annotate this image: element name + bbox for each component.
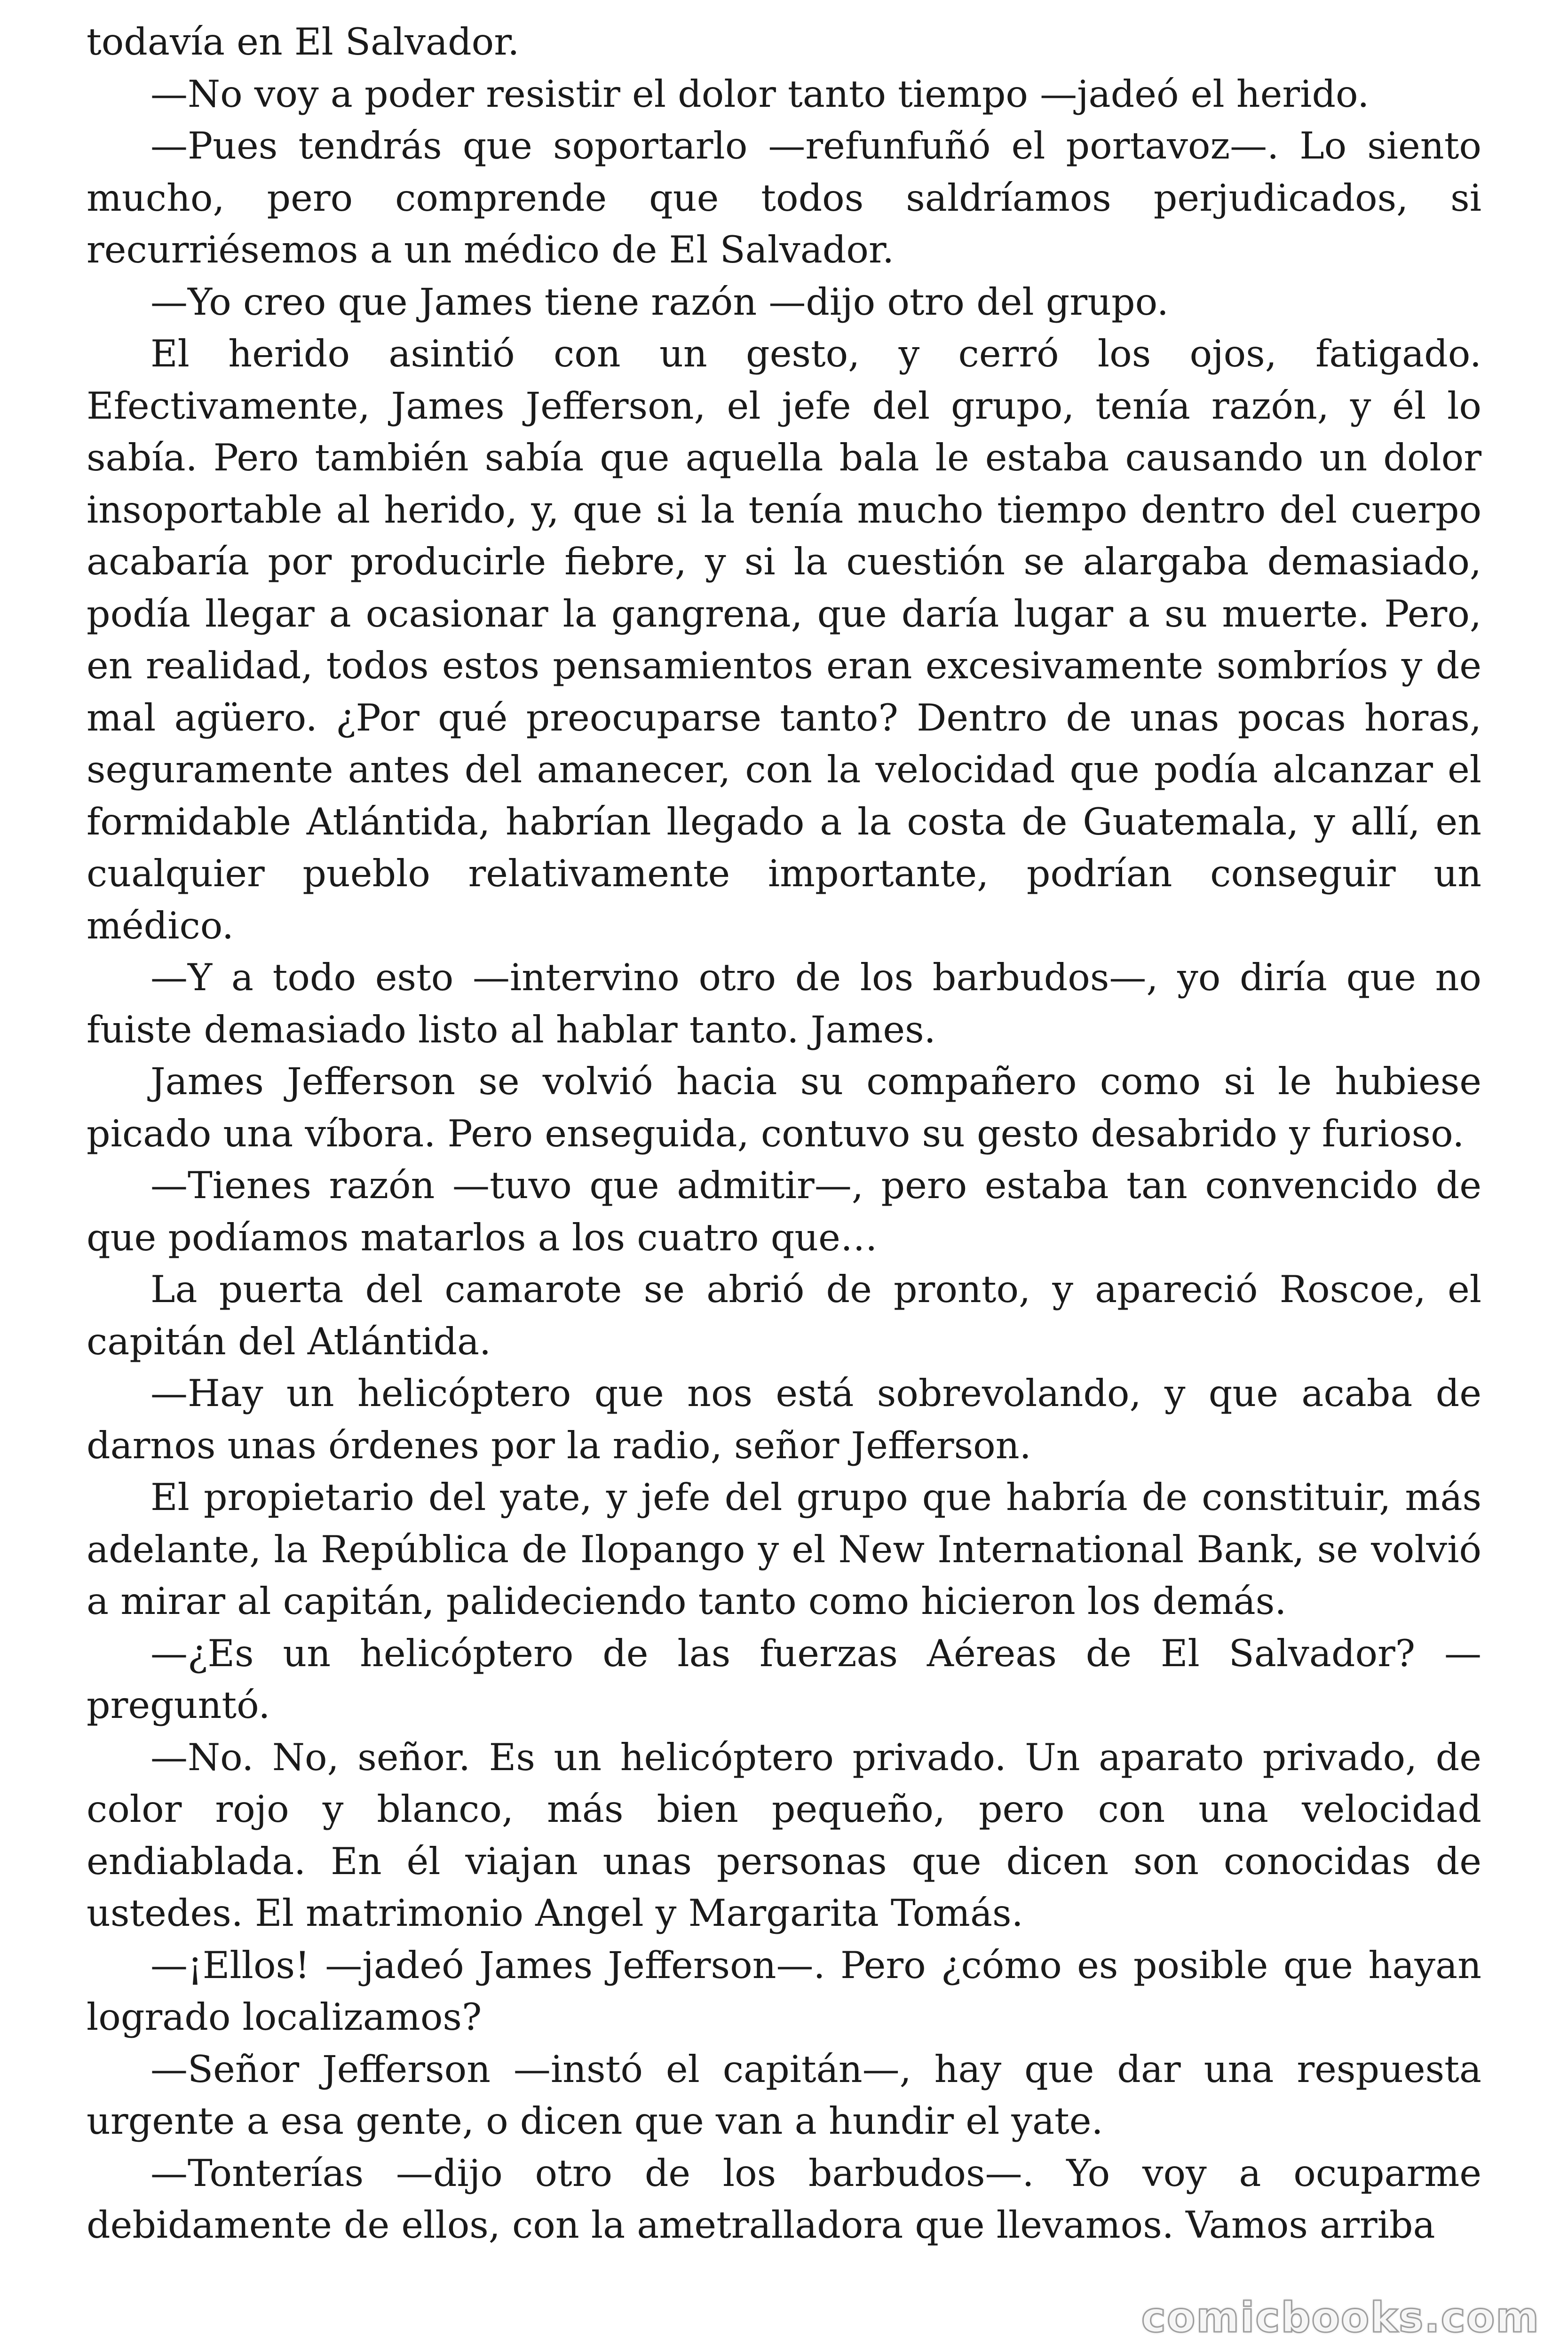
paragraph: —No voy a poder resistir el dolor tanto tiempo —jadeó el herido.: [150, 72, 1370, 116]
paragraph: El propietario del yate, y jefe del grupo que habría de constituir, más adelante, la República de Ilopango y el New International Bank, se volvió a mirar al capitán, palideciendo tanto como hicieron los demás.: [87, 1476, 1481, 1623]
paragraph: —Hay un helicóptero que nos está sobrevolando, y que acaba de darnos unas órdenes por la radio, señor Jefferson.: [87, 1372, 1481, 1467]
paragraph: —Tienes razón —tuvo que admitir—, pero estaba tan convencido de que podíamos matarlos a los cuatro que…: [87, 1164, 1481, 1259]
paragraph: —Y a todo esto —intervino otro de los barbudos—, yo diría que no fuiste demasiado listo al hablar tanto. James.: [87, 956, 1481, 1051]
paragraph: —Señor Jefferson —instó el capitán—, hay que dar una respuesta urgente a esa gente, o dicen que van a hundir el yate.: [87, 2047, 1481, 2143]
page-text-body: [87, 16, 1481, 2251]
paragraph: —Pues tendrás que soportarlo —refunfuñó el portavoz—. Lo siento mucho, pero comprende que todos saldríamos perjudicados, si recurriésemos a un médico de El Salvador.: [87, 124, 1481, 271]
paragraph: —¿Es un helicóptero de las fuerzas Aéreas de El Salvador? —preguntó.: [87, 1631, 1481, 1727]
paragraph: James Jefferson se volvió hacia su compañero como si le hubiese picado una víbora. Pero enseguida, contuvo su gesto desabrido y furioso.: [87, 1060, 1481, 1155]
paragraph: —¡Ellos! —jadeó James Jefferson—. Pero ¿cómo es posible que hayan logrado localizamos?: [87, 1943, 1481, 2039]
paragraph: El herido asintió con un gesto, y cerró los ojos, fatigado. Efectivamente, James Jefferson, el jefe del grupo, tenía razón, y él lo sabía. Pero también sabía que aquella bala le estaba causando un dolor insoportable al herido, y, que si la tenía mucho tiempo dentro del cuerpo acabaría por producirle fiebre, y si la cuestión se alargaba demasiado, podía llegar a ocasionar la gangrena, que daría lugar a su muerte. Pero, en realidad, todos estos pensamientos eran excesivamente sombríos y de mal agüero. ¿Por qué preocuparse tanto? Dentro de unas pocas horas, seguramente antes del amanecer, con la velocidad que podía alcanzar el formidable Atlántida, habrían llegado a la costa de Guatemala, y allí, en cualquier pueblo relativamente importante, podrían conseguir un médico.: [87, 332, 1481, 947]
paragraph: —Tonterías —dijo otro de los barbudos—. Yo voy a ocuparme debidamente de ellos, con la ametralladora que llevamos. Vamos arriba: [87, 2151, 1481, 2247]
paragraph: La puerta del camarote se abrió de pronto, y apareció Roscoe, el capitán del Atlántida.: [87, 1268, 1481, 1363]
paragraph: —No. No, señor. Es un helicóptero privado. Un aparato privado, de color rojo y blanco, más bien pequeño, pero con una velocidad endiablada. En él viajan unas personas que dicen son conocidas de ustedes. El matrimonio Angel y Margarita Tomás.: [87, 1735, 1481, 1935]
paragraph: todavía en El Salvador.: [87, 20, 520, 64]
watermark-logo: comicbooks.com: [1141, 2293, 1540, 2342]
paragraph: —Yo creo que James tiene razón —dijo otro del grupo.: [150, 280, 1169, 324]
